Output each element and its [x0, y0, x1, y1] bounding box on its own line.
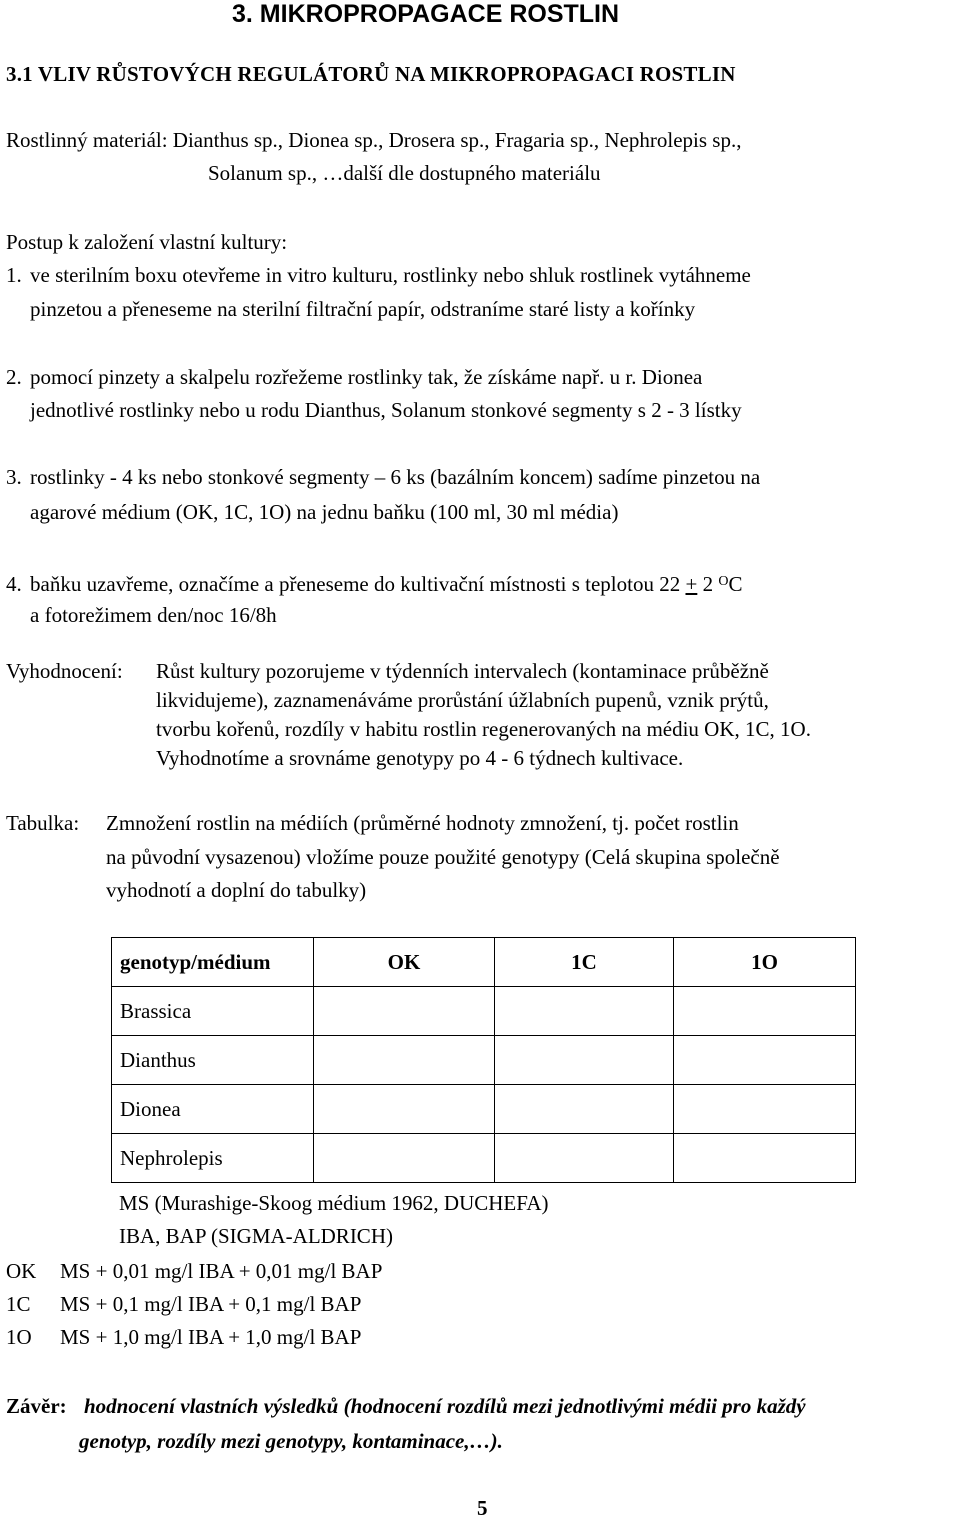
- value-cell-ok[interactable]: [314, 1036, 495, 1085]
- table-row: [112, 1036, 856, 1085]
- table-caption-line-2: na původní vysazenou) vložíme pouze použité genotypy (Celá skupina společně: [106, 845, 780, 869]
- page-number: 5: [477, 1496, 488, 1520]
- step-4-number: 4.: [6, 572, 22, 596]
- step-2-line-1: pomocí pinzety a skalpelu rozřežeme rostlinky tak, že získáme např. u r. Dionea: [30, 365, 703, 389]
- step-4-line-2: a fotorežimem den/noc 16/8h: [30, 603, 277, 627]
- procedure-intro: Postup k založení vlastní kultury:: [6, 230, 288, 254]
- step-3-line-2: agarové médium (OK, 1C, 1O) na jednu baňku (100 ml, 30 ml média): [30, 500, 619, 524]
- conclusion-label: Závěr:: [6, 1394, 67, 1418]
- table-caption-line-1: Zmnožení rostlin na médiích (průměrné hodnoty zmnožení, tj. počet rostlin: [106, 811, 739, 835]
- evaluation-label: Vyhodnocení:: [6, 659, 123, 683]
- value-cell-1c[interactable]: [495, 987, 674, 1036]
- genotype-cell: Dianthus: [112, 1036, 314, 1085]
- value-cell-1o[interactable]: [674, 1036, 856, 1085]
- value-cell-1o[interactable]: [674, 1085, 856, 1134]
- header-genotype-medium: genotyp/médium: [112, 938, 314, 987]
- table-caption-line-3: vyhodnotí a doplní do tabulky): [106, 878, 367, 902]
- value-cell-1c[interactable]: [495, 1085, 674, 1134]
- medium-recipe: MS + 0,01 mg/l IBA + 0,01 mg/l BAP: [60, 1259, 383, 1283]
- evaluation-line-2: likvidujeme), zaznamenáváme prorůstání úžlabních pupenů, vznik prýtů,: [156, 688, 769, 712]
- material-line-2: Solanum sp., …další dle dostupného materiálu: [208, 161, 601, 185]
- table-row: [112, 987, 856, 1036]
- results-table: [111, 937, 856, 1183]
- table-caption-label: Tabulka:: [6, 811, 80, 835]
- material-line-1: Rostlinný materiál: Dianthus sp., Dionea sp., Drosera sp., Fragaria sp., Nephrolepis sp.,: [6, 128, 742, 152]
- evaluation-line-3: tvorbu kořenů, rozdíly v habitu rostlin regenerovaných na médiu OK, 1C, 1O.: [156, 717, 811, 741]
- genotype-cell: Dionea: [112, 1085, 314, 1134]
- genotype-cell: Nephrolepis: [112, 1134, 314, 1183]
- header-1o: 1O: [674, 938, 856, 987]
- medium-recipe: MS + 0,1 mg/l IBA + 0,1 mg/l BAP: [60, 1292, 362, 1316]
- table-row: [112, 1085, 856, 1134]
- step-1-number: 1.: [6, 263, 22, 287]
- value-cell-1c[interactable]: [495, 1134, 674, 1183]
- conclusion-line-2: genotyp, rozdíly mezi genotypy, kontaminace,…).: [79, 1429, 503, 1453]
- table-header-row: [112, 938, 856, 987]
- step-1-line-1: ve sterilním boxu otevřeme in vitro kulturu, rostlinky nebo shluk rostlinek vytáhneme: [30, 263, 751, 287]
- medium-code: 1C: [6, 1292, 31, 1316]
- suppliers-note: IBA, BAP (SIGMA-ALDRICH): [119, 1224, 393, 1248]
- evaluation-line-1: Růst kultury pozorujeme v týdenních intervalech (kontaminace průběžně: [156, 659, 769, 683]
- value-cell-1o[interactable]: [674, 1134, 856, 1183]
- page-title: 3. MIKROPROPAGACE ROSTLIN: [232, 0, 620, 28]
- genotype-cell: Brassica: [112, 987, 314, 1036]
- conclusion-line-1: hodnocení vlastních výsledků (hodnocení rozdílů mezi jednotlivými médii pro každý: [84, 1394, 806, 1418]
- step-2-number: 2.: [6, 365, 22, 389]
- header-ok: OK: [314, 938, 495, 987]
- value-cell-ok[interactable]: [314, 987, 495, 1036]
- step-1-line-2: pinzetou a přeneseme na sterilní filtrační papír, odstraníme staré listy a kořínky: [30, 297, 696, 321]
- value-cell-1o[interactable]: [674, 987, 856, 1036]
- section-title: 3.1 VLIV RŮSTOVÝCH REGULÁTORŮ NA MIKROPROPAGACI ROSTLIN: [6, 62, 736, 86]
- step-4-line-1: baňku uzavřeme, označíme a přeneseme do kultivační místnosti s teplotou 22 + 2 $^O$C: [30, 572, 743, 596]
- medium-code: 1O: [6, 1325, 32, 1349]
- step-2-line-2: jednotlivé rostlinky nebo u rodu Dianthus, Solanum stonkové segmenty s 2 - 3 lístky: [30, 398, 742, 422]
- ms-note: MS (Murashige-Skoog médium 1962, DUCHEFA): [119, 1191, 549, 1215]
- medium-recipe: MS + 1,0 mg/l IBA + 1,0 mg/l BAP: [60, 1325, 362, 1349]
- value-cell-ok[interactable]: [314, 1134, 495, 1183]
- step-3-line-1: rostlinky - 4 ks nebo stonkové segmenty – 6 ks (bazálním koncem) sadíme pinzetou na: [30, 465, 761, 489]
- step-3-number: 3.: [6, 465, 22, 489]
- medium-code: OK: [6, 1259, 37, 1283]
- header-1c: 1C: [495, 938, 674, 987]
- value-cell-ok[interactable]: [314, 1085, 495, 1134]
- value-cell-1c[interactable]: [495, 1036, 674, 1085]
- evaluation-line-4: Vyhodnotíme a srovnáme genotypy po 4 - 6 týdnech kultivace.: [156, 746, 684, 770]
- table-row: [112, 1134, 856, 1183]
